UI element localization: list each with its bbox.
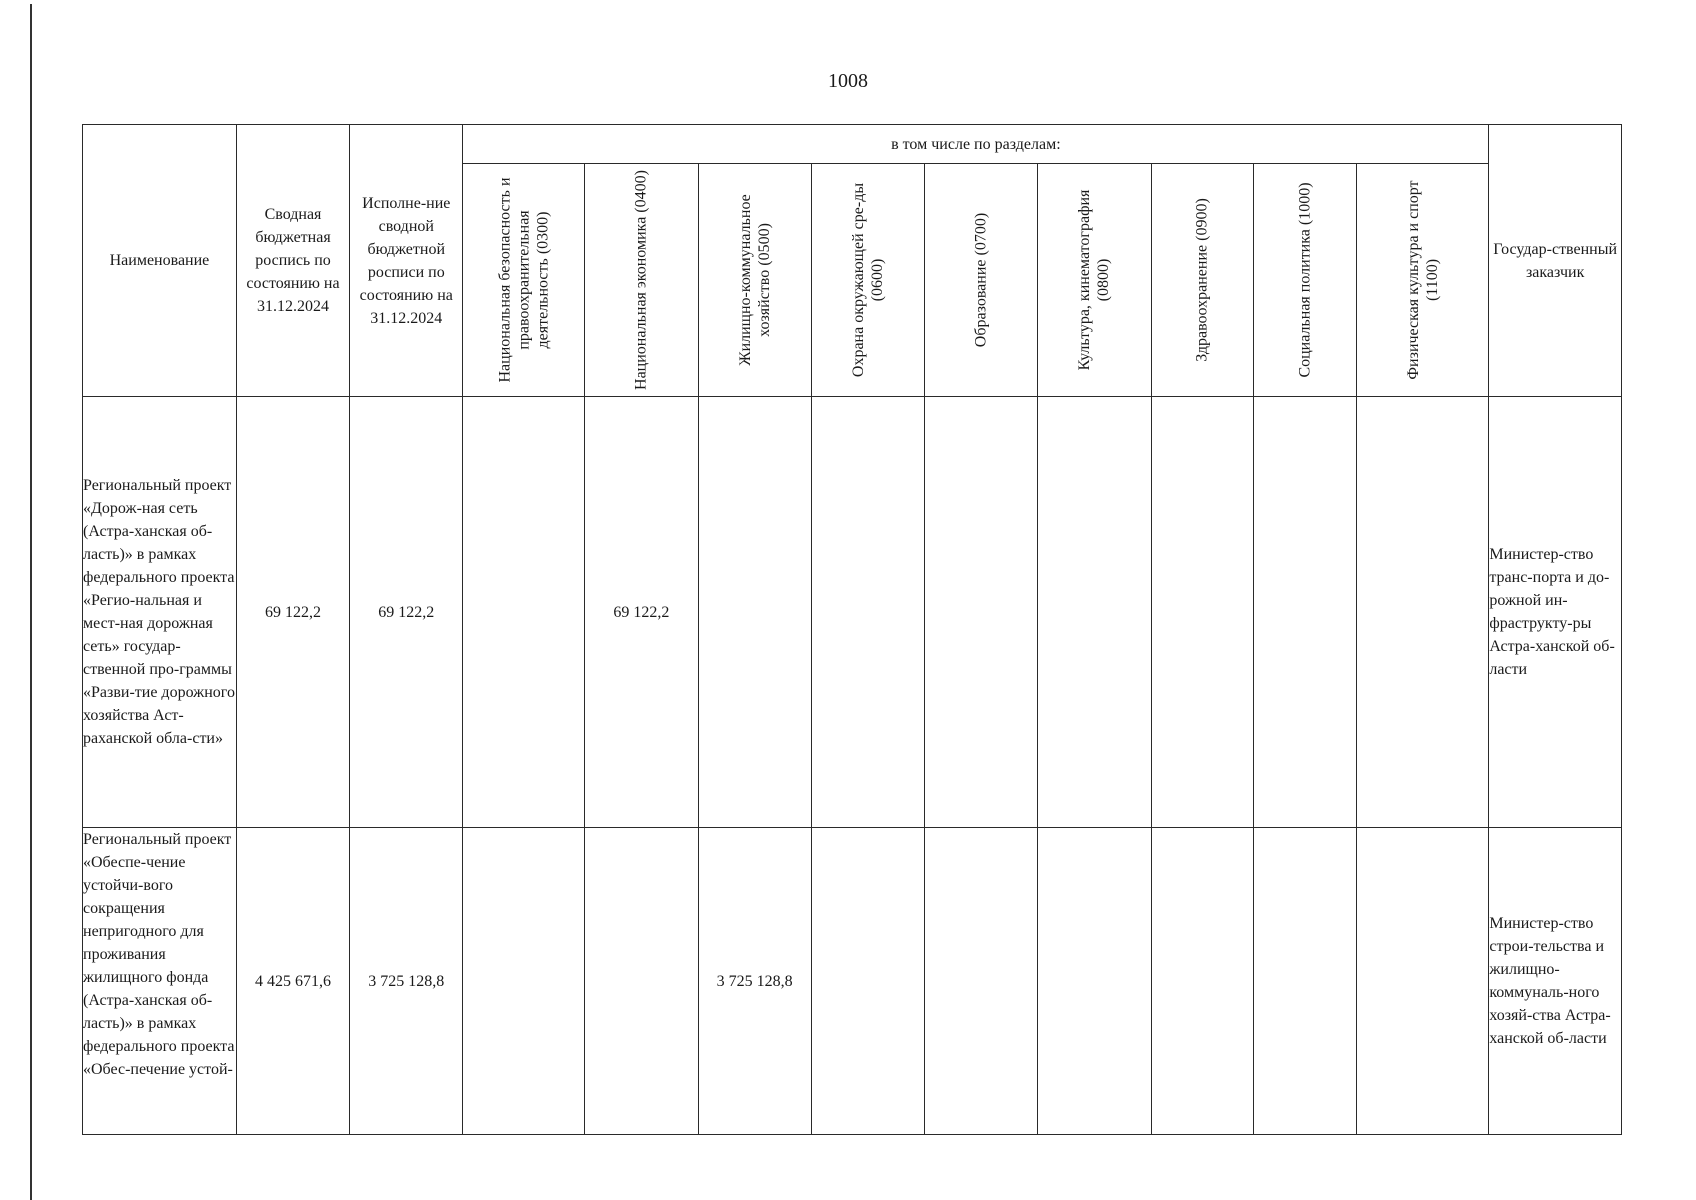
header-section-0900 — [1151, 164, 1254, 397]
header-name: Наименование — [83, 125, 237, 397]
header-section-label: Охрана окружающей сре-ды (0600) — [849, 182, 886, 378]
header-section-label: Национальная экономика (0400) — [632, 170, 650, 390]
row-execution: 69 122,2 — [350, 397, 463, 828]
header-customer: Государ-ственный заказчик — [1489, 125, 1622, 397]
row-section-0800 — [1038, 828, 1151, 1135]
header-section-0300 — [463, 164, 585, 397]
row-name: Региональный проект «Обеспе-чение устойчи-вого сокращения непригодного для проживания жилищного фонда (Астра-ханская об-ласть)» в рамках федерального проекта «Обес-печение устой- — [83, 831, 235, 1078]
header-section-label: Национальная безопасность и правоохранительная деятельность (0300) — [496, 177, 552, 383]
header-section-label: Социальная политика (1000) — [1296, 182, 1314, 378]
header-section-label: Физическая культура и спорт (1100) — [1404, 180, 1441, 380]
header-consolidated: Сводная бюджетная роспись по состоянию на 31.12.2024 — [236, 125, 349, 397]
row-section-0900 — [1151, 397, 1254, 828]
header-section-0500 — [698, 164, 811, 397]
row-name: Региональный проект «Дорож-ная сеть (Астра-ханская об-ласть)» в рамках федерального проекта «Регио-нальная и мест-ная дорожная сеть» государ-ственной про-граммы «Разви-тие дорожного хозяйства Аст-раханской обла-сти» — [83, 397, 237, 828]
table-row — [83, 397, 1622, 828]
row-section-0300 — [463, 828, 585, 1135]
header-execution: Исполне-ние сводной бюджетной росписи по состоянию на 31.12.2024 — [350, 125, 463, 397]
header-section-1100 — [1356, 164, 1489, 397]
row-consolidated: 4 425 671,6 — [236, 828, 349, 1135]
row-section-0900 — [1151, 828, 1254, 1135]
header-section-label: Жилищно-коммунальное хозяйство (0500) — [736, 194, 773, 366]
page-number: 1008 — [828, 70, 868, 92]
row-section-1000 — [1254, 397, 1357, 828]
margin-line — [30, 4, 32, 1200]
row-name-cell — [83, 828, 237, 1135]
header-section-label: Культура, кинематография (0800) — [1076, 189, 1113, 371]
row-section-0700 — [925, 397, 1038, 828]
row-execution: 3 725 128,8 — [350, 828, 463, 1135]
row-section-0600 — [811, 397, 924, 828]
header-section-label: Образование (0700) — [972, 212, 990, 348]
row-consolidated: 69 122,2 — [236, 397, 349, 828]
row-customer: Министер-ство транс-порта и до-рожной ин-фраструкту-ры Астра-ханской об-ласти — [1489, 397, 1622, 828]
row-section-0600 — [811, 828, 924, 1135]
table-row — [83, 828, 1622, 1135]
header-section-0600 — [811, 164, 924, 397]
row-section-0700 — [925, 828, 1038, 1135]
header-section-0800 — [1038, 164, 1151, 397]
header-section-0400 — [585, 164, 698, 397]
header-sections-group: в том числе по разделам: — [463, 125, 1489, 164]
row-section-1100 — [1356, 397, 1489, 828]
row-section-0300 — [463, 397, 585, 828]
header-section-label: Здравоохранение (0900) — [1193, 198, 1211, 362]
row-customer: Министер-ство строи-тельства и жилищно-коммуналь-ного хозяй-ства Астра-ханской об-ласти — [1489, 828, 1622, 1135]
header-section-0700 — [925, 164, 1038, 397]
row-section-0400 — [585, 828, 698, 1135]
row-section-0800 — [1038, 397, 1151, 828]
row-section-0400: 69 122,2 — [585, 397, 698, 828]
row-section-1100 — [1356, 828, 1489, 1135]
header-section-1000 — [1254, 164, 1357, 397]
row-section-1000 — [1254, 828, 1357, 1135]
row-section-0500: 3 725 128,8 — [698, 828, 811, 1135]
row-section-0500 — [698, 397, 811, 828]
header-row-1 — [83, 125, 1622, 164]
budget-table — [82, 124, 1622, 1135]
